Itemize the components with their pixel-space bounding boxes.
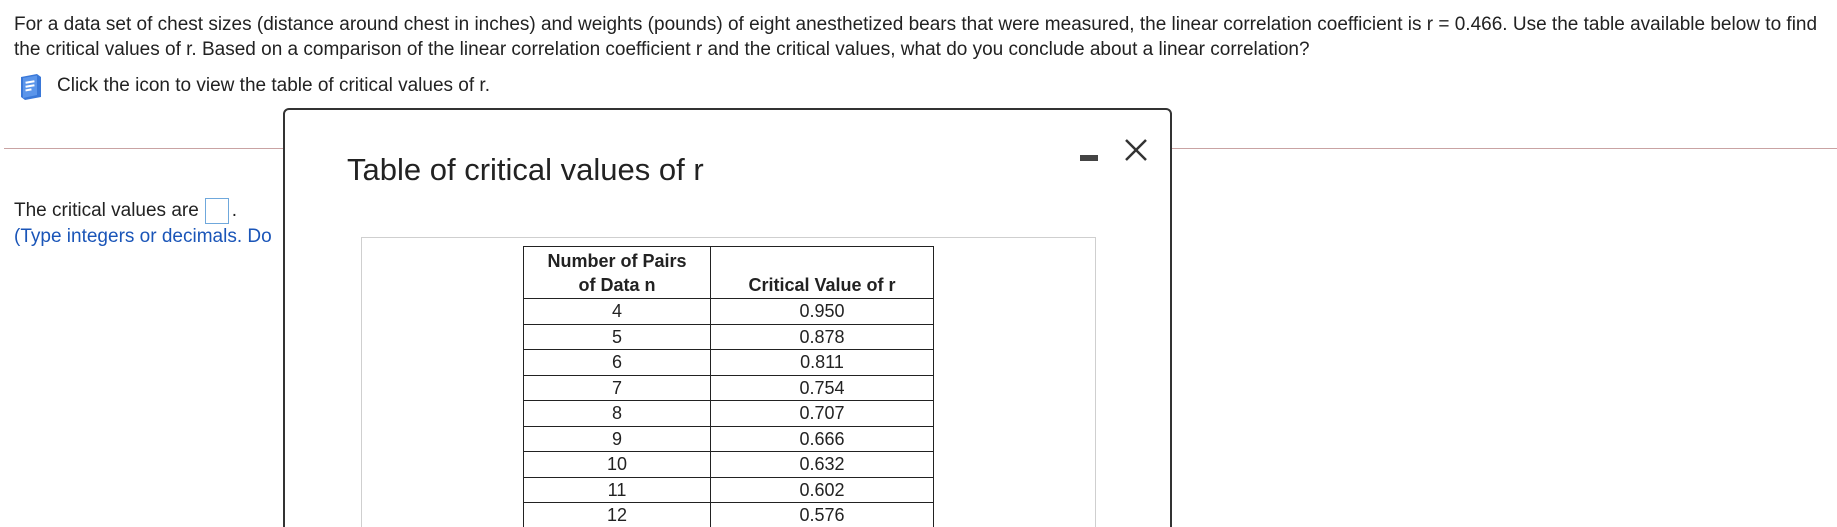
cell-n: 9 (524, 426, 711, 452)
answer-prompt: The critical values are (14, 200, 199, 221)
table-row (524, 426, 934, 452)
cell-n: 8 (524, 401, 711, 427)
close-icon (1122, 136, 1150, 164)
dialog-title: Table of critical values of r (347, 152, 704, 187)
critical-values-table (523, 246, 934, 527)
answer-period: . (231, 200, 238, 221)
table-frame (361, 237, 1096, 527)
cell-r: 0.666 (711, 426, 934, 452)
help-text[interactable]: Click the icon to view the table of critical values of r. (57, 75, 490, 96)
help-row (16, 71, 490, 101)
cell-n: 4 (524, 299, 711, 325)
answer-hint: (Type integers or decimals. Do (14, 226, 272, 247)
minimize-icon (1080, 155, 1098, 161)
critical-values-dialog (283, 108, 1172, 527)
table-row (524, 299, 934, 325)
minimize-button[interactable] (1078, 144, 1100, 162)
cell-r: 0.576 (711, 503, 934, 527)
table-row (524, 324, 934, 350)
cell-r: 0.632 (711, 452, 934, 478)
table-row (524, 477, 934, 503)
cell-n: 11 (524, 477, 711, 503)
question-text: For a data set of chest sizes (distance around chest in inches) and weights (pounds) of eight anesthetized bears that were measured, the linear correlation coefficient is r = 0.466. Use the table available below to find the critical values of r. Based on a comparison of the linear correlation coefficient r and the critical values, what do you conclude about a linear correlation? (14, 14, 1818, 60)
cell-n: 7 (524, 375, 711, 401)
cell-r: 0.950 (711, 299, 934, 325)
table-row (524, 503, 934, 527)
table-row (524, 375, 934, 401)
cell-r: 0.754 (711, 375, 934, 401)
cell-n: 10 (524, 452, 711, 478)
table-row (524, 350, 934, 376)
cell-r: 0.602 (711, 477, 934, 503)
header-n: Number of Pairs of Data n (524, 247, 711, 299)
cell-r: 0.811 (711, 350, 934, 376)
cell-r: 0.707 (711, 401, 934, 427)
header-r: Critical Value of r (711, 247, 934, 299)
table-row (524, 401, 934, 427)
table-row (524, 452, 934, 478)
cell-n: 5 (524, 324, 711, 350)
close-button[interactable] (1122, 136, 1150, 164)
book-icon[interactable] (16, 71, 46, 101)
cell-r: 0.878 (711, 324, 934, 350)
cell-n: 12 (524, 503, 711, 527)
table-body (524, 299, 934, 527)
answer-line (14, 198, 237, 224)
cell-n: 6 (524, 350, 711, 376)
critical-values-input[interactable] (205, 198, 229, 224)
